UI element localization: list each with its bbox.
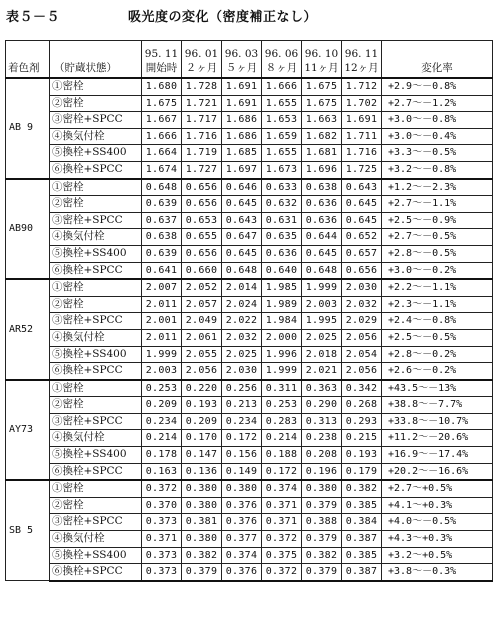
absorbance-value: 0.384: [342, 514, 382, 531]
absorbance-value: 1.716: [342, 145, 382, 162]
header-period: 96. 11 12ヶ月: [342, 41, 382, 79]
absorbance-value: 2.011: [142, 329, 182, 346]
absorbance-value: 0.149: [222, 463, 262, 480]
absorbance-value: 0.234: [222, 413, 262, 430]
absorbance-value: 0.373: [142, 547, 182, 564]
absorbance-value: 0.209: [182, 413, 222, 430]
absorbance-value: 0.238: [302, 430, 342, 447]
absorbance-value: 0.656: [182, 196, 222, 213]
header-condition: （貯蔵状態）: [50, 41, 142, 79]
absorbance-value: 0.633: [262, 179, 302, 196]
absorbance-value: 0.645: [302, 245, 342, 262]
absorbance-value: 0.387: [342, 564, 382, 581]
storage-condition: ⑥換栓+SPCC: [50, 262, 142, 279]
absorbance-value: 1.691: [222, 78, 262, 95]
header-rate: 変化率: [382, 41, 493, 79]
storage-condition: ⑥換栓+SPCC: [50, 363, 142, 380]
table-row: [6, 296, 493, 313]
absorbance-value: 0.379: [302, 564, 342, 581]
storage-condition: ⑤換栓+SS400: [50, 145, 142, 162]
absorbance-value: 1.999: [262, 363, 302, 380]
absorbance-value: 1.675: [302, 78, 342, 95]
storage-condition: ①密栓: [50, 78, 142, 95]
absorbance-value: 0.136: [182, 463, 222, 480]
absorbance-value: 1.675: [142, 95, 182, 112]
absorbance-value: 0.656: [182, 179, 222, 196]
header-period: 96. 03 ５ヶ月: [222, 41, 262, 79]
absorbance-value: 1.666: [262, 78, 302, 95]
absorbance-value: 2.003: [302, 296, 342, 313]
table-row: [6, 78, 493, 95]
colorant-name: SB 5: [6, 480, 50, 581]
table-row: [6, 363, 493, 380]
absorbance-value: 0.387: [342, 531, 382, 548]
absorbance-value: 2.011: [142, 296, 182, 313]
absorbance-value: 0.638: [142, 229, 182, 246]
storage-condition: ⑤換栓+SS400: [50, 346, 142, 363]
absorbance-value: 2.054: [342, 346, 382, 363]
storage-condition: ⑤換栓+SS400: [50, 447, 142, 464]
absorbance-value: 0.379: [182, 564, 222, 581]
absorbance-value: 0.188: [262, 447, 302, 464]
absorbance-value: 0.371: [262, 497, 302, 514]
absorbance-value: 0.268: [342, 397, 382, 414]
absorbance-value: 0.636: [302, 196, 342, 213]
absorbance-value: 0.311: [262, 380, 302, 397]
absorbance-value: 0.648: [142, 179, 182, 196]
absorbance-value: 1.728: [182, 78, 222, 95]
absorbance-value: 0.196: [302, 463, 342, 480]
absorbance-value: 0.640: [262, 262, 302, 279]
absorbance-value: 1.653: [262, 112, 302, 129]
storage-condition: ①密栓: [50, 480, 142, 497]
absorbance-value: 0.632: [262, 196, 302, 213]
absorbance-value: 0.373: [142, 514, 182, 531]
table-row: [6, 161, 493, 178]
absorbance-value: 0.256: [222, 380, 262, 397]
colorant-name: AY73: [6, 380, 50, 481]
absorbance-value: 1.995: [302, 313, 342, 330]
absorbance-value: 2.055: [182, 346, 222, 363]
absorbance-value: 0.313: [302, 413, 342, 430]
absorbance-value: 0.653: [182, 212, 222, 229]
storage-condition: ④換気付栓: [50, 430, 142, 447]
absorbance-value: 0.342: [342, 380, 382, 397]
absorbance-value: 0.636: [302, 212, 342, 229]
absorbance-value: 2.056: [342, 363, 382, 380]
absorbance-value: 2.056: [182, 363, 222, 380]
absorbance-value: 0.370: [142, 497, 182, 514]
change-rate: +2.2～－1.1%: [382, 279, 493, 296]
absorbance-value: 2.018: [302, 346, 342, 363]
storage-condition: ⑥換栓+SPCC: [50, 463, 142, 480]
absorbance-value: 1.999: [142, 346, 182, 363]
table-row: [6, 480, 493, 497]
absorbance-value: 0.643: [222, 212, 262, 229]
absorbance-value: 0.373: [142, 564, 182, 581]
change-rate: +3.0～－0.4%: [382, 128, 493, 145]
absorbance-value: 0.631: [262, 212, 302, 229]
absorbance-value: 0.644: [302, 229, 342, 246]
absorbance-value: 2.025: [302, 329, 342, 346]
table-row: [6, 212, 493, 229]
absorbance-value: 2.029: [342, 313, 382, 330]
table-row: [6, 514, 493, 531]
absorbance-value: 0.172: [262, 463, 302, 480]
absorbance-value: 0.178: [142, 447, 182, 464]
absorbance-value: 0.639: [142, 196, 182, 213]
absorbance-value: 1.697: [222, 161, 262, 178]
absorbance-value: 0.172: [222, 430, 262, 447]
storage-condition: ⑥換栓+SPCC: [50, 161, 142, 178]
change-rate: +43.5～－13%: [382, 380, 493, 397]
absorbance-value: 0.213: [222, 397, 262, 414]
table-row: [6, 196, 493, 213]
change-rate: +2.8～－0.2%: [382, 346, 493, 363]
absorbance-value: 0.376: [222, 514, 262, 531]
table-body: [6, 78, 493, 581]
absorbance-value: 0.656: [182, 245, 222, 262]
absorbance-value: 0.380: [222, 480, 262, 497]
storage-condition: ⑤換栓+SS400: [50, 245, 142, 262]
absorbance-value: 0.179: [342, 463, 382, 480]
absorbance-value: 0.377: [222, 531, 262, 548]
absorbance-value: 0.645: [222, 245, 262, 262]
absorbance-value: 0.647: [222, 229, 262, 246]
absorbance-value: 0.147: [182, 447, 222, 464]
absorbance-value: 0.638: [302, 179, 342, 196]
absorbance-value: 0.215: [342, 430, 382, 447]
change-rate: +2.5～－0.9%: [382, 212, 493, 229]
absorbance-value: 0.253: [262, 397, 302, 414]
storage-condition: ①密栓: [50, 380, 142, 397]
absorbance-value: 0.381: [182, 514, 222, 531]
absorbance-value: 1.996: [262, 346, 302, 363]
header-period: 96. 06 ８ヶ月: [262, 41, 302, 79]
absorbance-value: 0.382: [342, 480, 382, 497]
absorbance-value: 0.385: [342, 497, 382, 514]
absorbance-value: 1.686: [222, 128, 262, 145]
absorbance-value: 0.641: [142, 262, 182, 279]
table-row: [6, 397, 493, 414]
absorbance-value: 1.674: [142, 161, 182, 178]
absorbance-value: 1.686: [222, 112, 262, 129]
change-rate: +3.0～－0.8%: [382, 112, 493, 129]
absorbance-value: 0.376: [222, 564, 262, 581]
absorbance-value: 1.681: [302, 145, 342, 162]
absorbance-value: 0.388: [302, 514, 342, 531]
change-rate: +2.3～－1.1%: [382, 296, 493, 313]
header-period: 96. 10 11ヶ月: [302, 41, 342, 79]
absorbance-value: 0.637: [142, 212, 182, 229]
absorbance-value: 1.682: [302, 128, 342, 145]
absorbance-value: 0.209: [142, 397, 182, 414]
change-rate: +2.9～－0.8%: [382, 78, 493, 95]
absorbance-value: 1.712: [342, 78, 382, 95]
absorbance-value: 1.719: [182, 145, 222, 162]
absorbance-value: 2.025: [222, 346, 262, 363]
table-row: [6, 229, 493, 246]
absorbance-value: 0.170: [182, 430, 222, 447]
absorbance-value: 0.372: [262, 531, 302, 548]
storage-condition: ④換気付栓: [50, 329, 142, 346]
absorbance-value: 1.999: [302, 279, 342, 296]
change-rate: +2.5～－0.5%: [382, 329, 493, 346]
absorbance-value: 0.385: [342, 547, 382, 564]
table-row: [6, 413, 493, 430]
absorbance-value: 1.685: [222, 145, 262, 162]
absorbance-value: 1.702: [342, 95, 382, 112]
absorbance-value: 2.021: [302, 363, 342, 380]
absorbance-value: 1.667: [142, 112, 182, 129]
absorbance-value: 0.648: [302, 262, 342, 279]
colorant-name: AB90: [6, 179, 50, 280]
table-row: [6, 346, 493, 363]
absorbance-value: 0.214: [262, 430, 302, 447]
absorbance-value: 2.000: [262, 329, 302, 346]
change-rate: +4.1～+0.3%: [382, 497, 493, 514]
absorbance-value: 0.645: [342, 196, 382, 213]
table-row: [6, 463, 493, 480]
absorbance-value: 2.061: [182, 329, 222, 346]
absorbance-value: 0.376: [222, 497, 262, 514]
colorant-name: AR52: [6, 279, 50, 380]
absorbance-value: 1.673: [262, 161, 302, 178]
change-rate: +2.8～－0.5%: [382, 245, 493, 262]
change-rate: +1.2～－2.3%: [382, 179, 493, 196]
absorbance-value: 1.717: [182, 112, 222, 129]
change-rate: +3.3～－0.5%: [382, 145, 493, 162]
storage-condition: ①密栓: [50, 279, 142, 296]
header-row: [6, 41, 493, 79]
absorbance-value: 1.984: [262, 313, 302, 330]
table-row: [6, 547, 493, 564]
storage-condition: ②密栓: [50, 397, 142, 414]
absorbance-value: 1.727: [182, 161, 222, 178]
absorbance-value: 0.363: [302, 380, 342, 397]
storage-condition: ⑥換栓+SPCC: [50, 564, 142, 581]
table-row: [6, 279, 493, 296]
table-row: [6, 531, 493, 548]
absorbance-value: 0.374: [222, 547, 262, 564]
colorant-name: AB 9: [6, 78, 50, 179]
absorbance-value: 0.163: [142, 463, 182, 480]
change-rate: +2.7～－1.2%: [382, 95, 493, 112]
table-row: [6, 430, 493, 447]
absorbance-value: 1.666: [142, 128, 182, 145]
table-row: [6, 564, 493, 581]
storage-condition: ⑤換栓+SS400: [50, 547, 142, 564]
change-rate: +33.8～－10.7%: [382, 413, 493, 430]
absorbance-value: 2.024: [222, 296, 262, 313]
absorbance-value: 0.283: [262, 413, 302, 430]
absorbance-value: 0.636: [262, 245, 302, 262]
absorbance-value: 0.193: [342, 447, 382, 464]
absorbance-value: 2.030: [222, 363, 262, 380]
change-rate: +3.0～－0.2%: [382, 262, 493, 279]
absorbance-value: 0.639: [142, 245, 182, 262]
absorbance-value: 0.379: [302, 497, 342, 514]
storage-condition: ④換気付栓: [50, 128, 142, 145]
change-rate: +2.7～－0.5%: [382, 229, 493, 246]
storage-condition: ②密栓: [50, 497, 142, 514]
absorbance-value: 0.645: [222, 196, 262, 213]
absorbance-value: 0.382: [182, 547, 222, 564]
absorbance-value: 1.989: [262, 296, 302, 313]
absorbance-value: 1.716: [182, 128, 222, 145]
absorbance-value: 2.014: [222, 279, 262, 296]
table-row: [6, 179, 493, 196]
absorbance-value: 2.022: [222, 313, 262, 330]
storage-condition: ③密栓+SPCC: [50, 413, 142, 430]
absorbance-value: 2.007: [142, 279, 182, 296]
absorbance-value: 0.635: [262, 229, 302, 246]
storage-condition: ④換気付栓: [50, 229, 142, 246]
absorbance-value: 1.664: [142, 145, 182, 162]
storage-condition: ③密栓+SPCC: [50, 313, 142, 330]
absorbance-value: 0.655: [182, 229, 222, 246]
absorbance-value: 2.032: [222, 329, 262, 346]
change-rate: +3.2～－0.8%: [382, 161, 493, 178]
storage-condition: ④換気付栓: [50, 531, 142, 548]
change-rate: +20.2～－16.6%: [382, 463, 493, 480]
table-row: [6, 447, 493, 464]
change-rate: +3.2～+0.5%: [382, 547, 493, 564]
change-rate: +4.3～+0.3%: [382, 531, 493, 548]
change-rate: +16.9～－17.4%: [382, 447, 493, 464]
absorbance-value: 0.380: [182, 531, 222, 548]
storage-condition: ②密栓: [50, 95, 142, 112]
absorbance-value: 2.003: [142, 363, 182, 380]
change-rate: +11.2～－20.6%: [382, 430, 493, 447]
absorbance-value: 0.208: [302, 447, 342, 464]
table-title: 吸光度の変化（密度補正なし）: [128, 10, 318, 25]
change-rate: +2.6～－0.2%: [382, 363, 493, 380]
absorbance-value: 1.691: [222, 95, 262, 112]
absorbance-value: 0.382: [302, 547, 342, 564]
absorbance-value: 1.725: [342, 161, 382, 178]
absorbance-value: 0.371: [262, 514, 302, 531]
absorbance-value: 0.156: [222, 447, 262, 464]
absorbance-value: 0.293: [342, 413, 382, 430]
absorbance-value: 1.696: [302, 161, 342, 178]
table-row: [6, 262, 493, 279]
storage-condition: ③密栓+SPCC: [50, 212, 142, 229]
absorbance-value: 0.657: [342, 245, 382, 262]
header-period: 95. 11 開始時: [142, 41, 182, 79]
absorbance-value: 0.652: [342, 229, 382, 246]
table-number: 表５－５: [6, 10, 61, 25]
table-row: [6, 112, 493, 129]
absorbance-value: 2.032: [342, 296, 382, 313]
absorbance-value: 1.663: [302, 112, 342, 129]
absorbance-value: 1.655: [262, 95, 302, 112]
storage-condition: ②密栓: [50, 196, 142, 213]
absorbance-value: 1.655: [262, 145, 302, 162]
absorbance-value: 0.645: [342, 212, 382, 229]
absorbance-value: 0.646: [222, 179, 262, 196]
absorbance-value: 0.214: [142, 430, 182, 447]
absorbance-value: 0.380: [182, 480, 222, 497]
change-rate: +3.8～－0.3%: [382, 564, 493, 581]
table-row: [6, 145, 493, 162]
storage-condition: ②密栓: [50, 296, 142, 313]
absorbance-value: 2.056: [342, 329, 382, 346]
absorbance-value: 1.985: [262, 279, 302, 296]
absorbance-value: 2.052: [182, 279, 222, 296]
table-row: [6, 313, 493, 330]
absorbance-value: 0.372: [142, 480, 182, 497]
absorbance-value: 0.660: [182, 262, 222, 279]
absorbance-value: 0.380: [302, 480, 342, 497]
absorbance-value: 0.193: [182, 397, 222, 414]
storage-condition: ③密栓+SPCC: [50, 112, 142, 129]
absorbance-value: 0.220: [182, 380, 222, 397]
absorbance-value: 0.380: [182, 497, 222, 514]
table-row: [6, 497, 493, 514]
absorbance-table: [5, 40, 493, 582]
change-rate: +2.7～+0.5%: [382, 480, 493, 497]
absorbance-value: 0.379: [302, 531, 342, 548]
table-row: [6, 128, 493, 145]
change-rate: +4.0～－0.5%: [382, 514, 493, 531]
table-row: [6, 380, 493, 397]
storage-condition: ③密栓+SPCC: [50, 514, 142, 531]
absorbance-value: 0.253: [142, 380, 182, 397]
absorbance-value: 2.001: [142, 313, 182, 330]
absorbance-value: 0.643: [342, 179, 382, 196]
change-rate: +2.7～－1.1%: [382, 196, 493, 213]
storage-condition: ①密栓: [50, 179, 142, 196]
header-agent: 着色剤: [6, 41, 50, 79]
absorbance-value: 1.675: [302, 95, 342, 112]
table-row: [6, 329, 493, 346]
absorbance-value: 2.030: [342, 279, 382, 296]
absorbance-value: 0.374: [262, 480, 302, 497]
change-rate: +2.4～－0.8%: [382, 313, 493, 330]
absorbance-value: 0.234: [142, 413, 182, 430]
absorbance-value: 0.371: [142, 531, 182, 548]
absorbance-value: 0.290: [302, 397, 342, 414]
absorbance-value: 1.721: [182, 95, 222, 112]
absorbance-value: 1.711: [342, 128, 382, 145]
absorbance-value: 1.659: [262, 128, 302, 145]
absorbance-value: 2.057: [182, 296, 222, 313]
absorbance-value: 0.648: [222, 262, 262, 279]
table-row: [6, 95, 493, 112]
absorbance-value: 0.375: [262, 547, 302, 564]
table-row: [6, 245, 493, 262]
absorbance-value: 2.049: [182, 313, 222, 330]
change-rate: +38.8～－7.7%: [382, 397, 493, 414]
header-period: 96. 01 ２ヶ月: [182, 41, 222, 79]
absorbance-value: 0.656: [342, 262, 382, 279]
absorbance-value: 1.680: [142, 78, 182, 95]
absorbance-value: 0.372: [262, 564, 302, 581]
absorbance-value: 1.691: [342, 112, 382, 129]
